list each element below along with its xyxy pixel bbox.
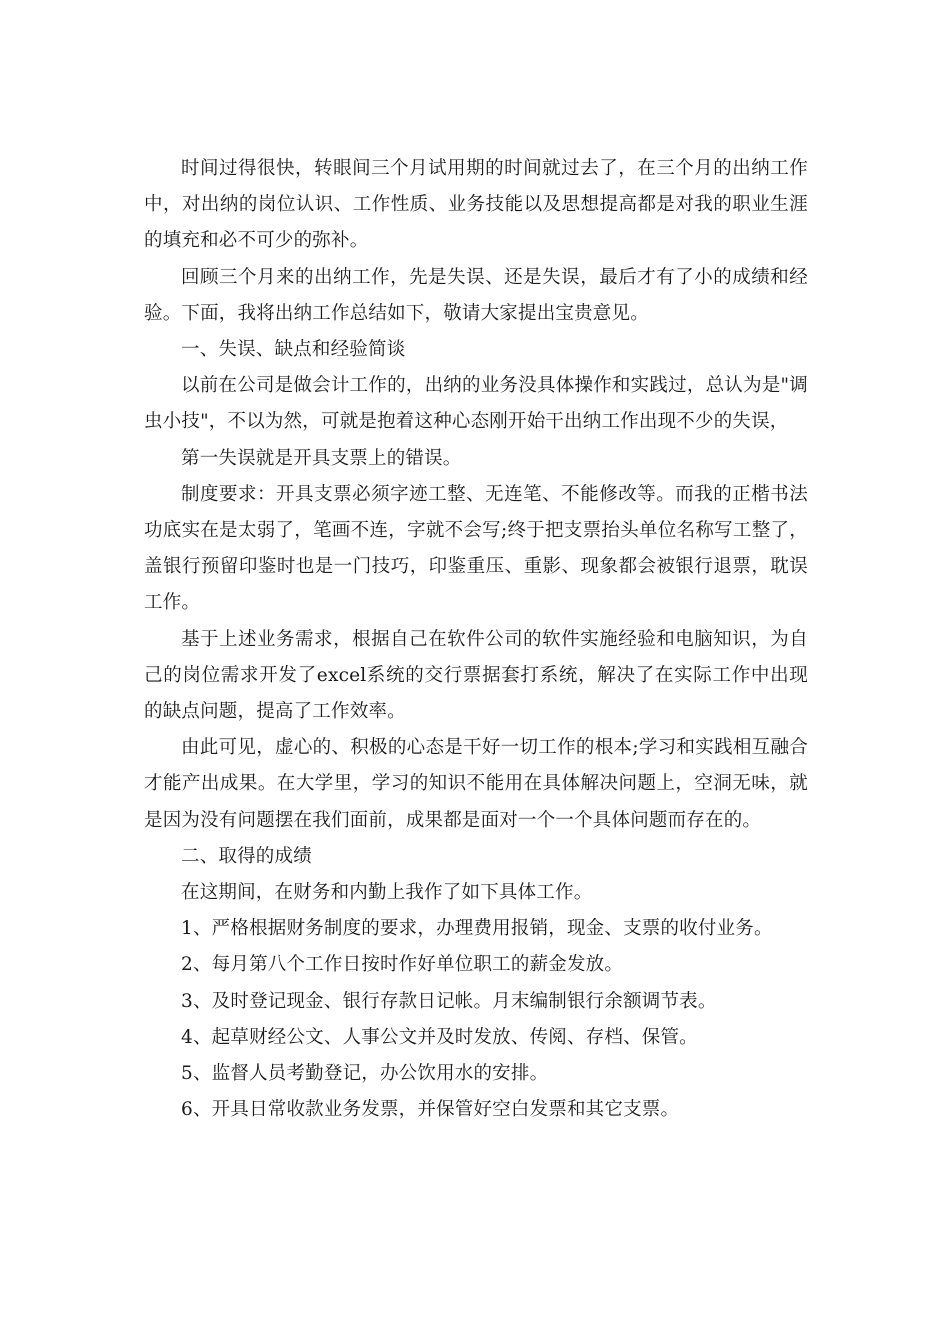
paragraph-conclusion: 由此可见，虚心的、积极的心态是干好一切工作的根本;学习和实践相互融合才能产出成果。在大学里，学习的知识不能用在具体解决问题上，空洞无味，就是因为没有问题摆在我们面前，成果都是面对一个一个具体问题而存在的。 — [144, 737, 808, 831]
list-item: 1、严格根据财务制度的要求，办理费用报销，现金、支票的收付业务。 — [181, 918, 773, 940]
paragraph-requirements: 制度要求：开具支票必须字迹工整、无连笔、不能修改等。而我的正楷书法功底实在是太弱了，笔画不连，字就不会写;终于把支票抬头单位名称写工整了，盖银行预留印鉴时也是一门技巧，印鉴重压、重影、现象都会被银行退票，耽误工作。 — [144, 483, 808, 614]
list-item: 4、起草财经公文、人事公文并及时发放、传阅、存档、保管。 — [181, 1026, 698, 1048]
list-item: 2、每月第八个工作日按时作好单位职工的薪金发放。 — [181, 954, 624, 976]
list-item: 6、开具日常收款业务发票，并保管好空白发票和其它支票。 — [181, 1099, 680, 1121]
section-heading-1: 一、失误、缺点和经验简谈 — [181, 339, 406, 361]
list-item: 5、监督人员考勤登记，办公饮用水的安排。 — [181, 1063, 549, 1085]
paragraph-intro: 时间过得很快，转眼间三个月试用期的时间就过去了，在三个月的出纳工作中，对出纳的岗位认识、工作性质、业务技能以及思想提高都是对我的职业生涯的填充和必不可少的弥补。 — [144, 158, 808, 252]
document-body — [144, 151, 808, 1128]
section-heading-2: 二、取得的成绩 — [181, 845, 312, 867]
list-item: 3、及时登记现金、银行存款日记帐。月末编制银行余额调节表。 — [181, 990, 717, 1012]
paragraph-work-intro: 在这期间，在财务和内勤上我作了如下具体工作。 — [181, 882, 593, 904]
paragraph-background: 以前在公司是做会计工作的，出纳的业务没具体操作和实践过，总认为是"调虫小技"，不以为然，可就是抱着这种心态刚开始干出纳工作出现不少的失误， — [144, 375, 808, 433]
paragraph-first-mistake: 第一失误就是开具支票上的错误。 — [181, 447, 462, 469]
paragraph-review: 回顾三个月来的出纳工作，先是失误、还是失误，最后才有了小的成绩和经验。下面，我将出纳工作总结如下，敬请大家提出宝贵意见。 — [144, 266, 808, 324]
paragraph-solution: 基于上述业务需求，根据自己在软件公司的软件实施经验和电脑知识，为自己的岗位需求开发了excel系统的交行票据套打系统，解决了在实际工作中出现的缺点问题，提高了工作效率。 — [144, 628, 808, 723]
